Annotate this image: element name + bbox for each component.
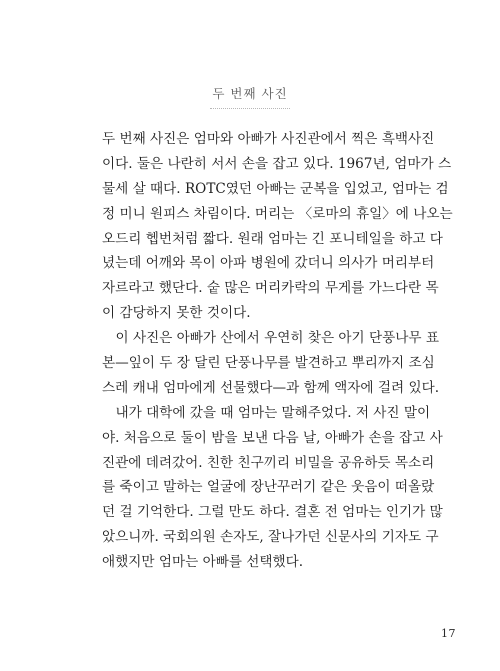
text-line: 이 감당하지 못한 것이다.	[102, 305, 251, 322]
text-line: 를 죽이고 말하는 얼굴에 장난꾸러기 같은 웃음이 떠올랐	[102, 479, 435, 496]
body-text	[102, 127, 453, 575]
text-line: 물세 살 때다. ROTC였던 아빠는 군복을 입었고, 엄마는 검	[102, 180, 449, 197]
text-line: 두 번째 사진은 엄마와 아빠가 사진관에서 찍은 흑백사진	[102, 131, 435, 147]
text-line: 애했지만 엄마는 아빠를 선택했다.	[102, 554, 304, 571]
chapter-title: 두 번째 사진	[210, 84, 289, 109]
text-line: 내가 대학에 갔을 때 엄마는 말해주었다. 저 사진 말이	[115, 404, 431, 421]
text-line: 정 미니 원피스 차림이다. 머리는 〈로마의 휴일〉에 나오는	[102, 205, 453, 222]
text-line: 았으니까. 국회의원 손자도, 잘나가던 신문사의 기자도 구	[102, 529, 439, 546]
text-line: 녔는데 어깨와 목이 아파 병원에 갔더니 의사가 머리부터	[102, 255, 435, 272]
text-line: 이 사진은 아빠가 산에서 우연히 찾은 아기 단풍나무 표	[115, 330, 439, 347]
text-line: 던 걸 기억한다. 그럴 만도 하다. 결혼 전 엄마는 인기가 많	[102, 504, 443, 521]
text-line: 야. 처음으로 둘이 밤을 보낸 다음 날, 아빠가 손을 잡고 사	[102, 429, 443, 446]
text-line: 본—잎이 두 장 달린 단풍나무를 발견하고 뿌리까지 조심	[102, 355, 435, 372]
text-line: 자르라고 했단다. 숱 많은 머리카락의 무게를 가느다란 목	[102, 280, 439, 297]
text-line: 이다. 둘은 나란히 서서 손을 잡고 있다. 1967년, 엄마가 스	[102, 155, 452, 172]
chapter-title-container	[0, 84, 500, 109]
text-line: 오드리 헵번처럼 짧다. 원래 엄마는 긴 포니테일을 하고 다	[102, 230, 443, 247]
page-number: 17	[441, 627, 456, 640]
text-line: 진관에 데려갔어. 친한 친구끼리 비밀을 공유하듯 목소리	[102, 454, 435, 471]
text-line: 스레 캐내 엄마에게 선물했다—과 함께 액자에 걸려 있다.	[102, 379, 440, 396]
